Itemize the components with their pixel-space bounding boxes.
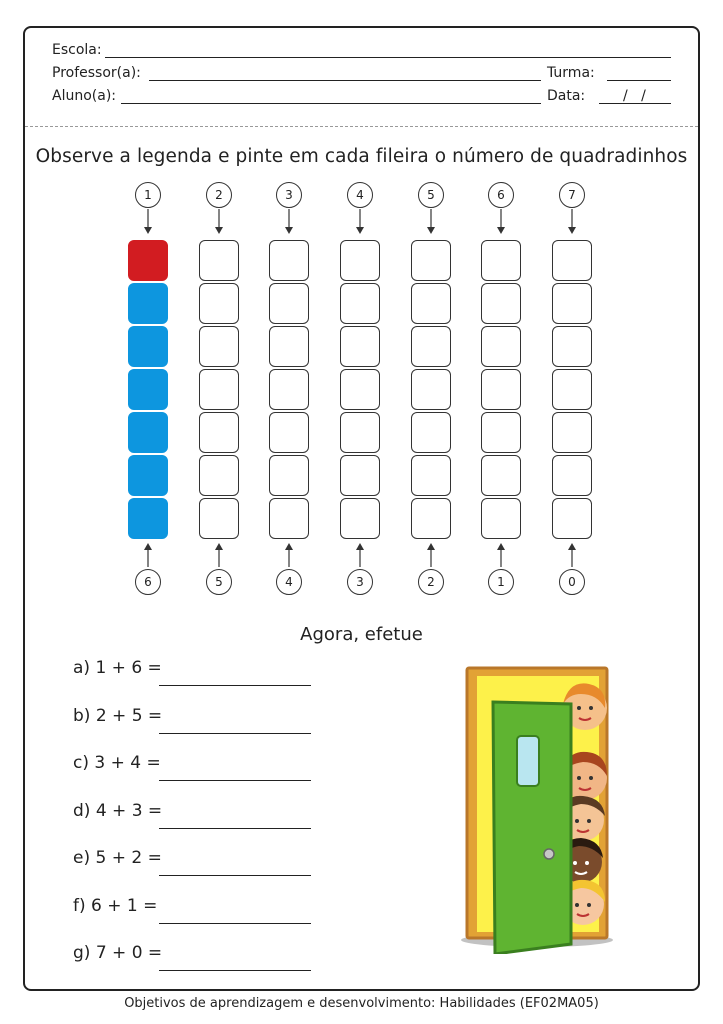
down-arrow-icon: [355, 209, 365, 235]
empty-square[interactable]: [481, 412, 521, 453]
school-label: Escola:: [52, 42, 102, 58]
down-arrow-icon: [214, 209, 224, 235]
empty-square[interactable]: [552, 455, 592, 496]
blue-square[interactable]: [128, 326, 168, 367]
empty-square[interactable]: [481, 283, 521, 324]
top-number-circle: 2: [206, 182, 232, 208]
top-number-circle: 1: [135, 182, 161, 208]
down-arrow-icon: [143, 209, 153, 235]
empty-square[interactable]: [199, 412, 239, 453]
door-knob-icon: [544, 849, 554, 859]
empty-square[interactable]: [269, 498, 309, 539]
answer-line[interactable]: [159, 875, 311, 876]
equation-label: f) 6 + 1 =: [73, 895, 158, 916]
empty-square[interactable]: [199, 326, 239, 367]
empty-square[interactable]: [199, 455, 239, 496]
school-field[interactable]: [105, 57, 671, 58]
empty-square[interactable]: [340, 412, 380, 453]
equation-label: e) 5 + 2 =: [73, 848, 162, 868]
equation-label: g) 7 + 0 =: [73, 943, 163, 963]
empty-square[interactable]: [411, 240, 451, 281]
empty-square[interactable]: [199, 369, 239, 410]
empty-square[interactable]: [552, 498, 592, 539]
top-number-circle: 6: [488, 182, 514, 208]
answer-line[interactable]: [159, 780, 311, 781]
empty-square[interactable]: [411, 455, 451, 496]
answer-line[interactable]: [159, 828, 311, 829]
equation-label: c) 3 + 4 =: [73, 753, 161, 773]
date-field[interactable]: [599, 103, 671, 104]
answer-line[interactable]: [159, 970, 311, 971]
up-arrow-icon: [284, 543, 294, 567]
bottom-number-circle: 3: [347, 569, 373, 595]
empty-square[interactable]: [481, 326, 521, 367]
instruction-text: Observe a legenda e pinte em cada fileira o número de quadradinhos: [35, 146, 688, 167]
up-arrow-icon: [496, 543, 506, 567]
teacher-label: Professor(a):: [52, 65, 141, 81]
top-number-circle: 7: [559, 182, 585, 208]
empty-square[interactable]: [411, 326, 451, 367]
blue-square[interactable]: [128, 455, 168, 496]
empty-square[interactable]: [269, 455, 309, 496]
door-window: [517, 736, 539, 786]
empty-square[interactable]: [199, 240, 239, 281]
empty-square[interactable]: [552, 283, 592, 324]
student-field[interactable]: [121, 103, 541, 104]
empty-square[interactable]: [199, 498, 239, 539]
empty-square[interactable]: [269, 240, 309, 281]
blue-square[interactable]: [128, 412, 168, 453]
empty-square[interactable]: [411, 283, 451, 324]
up-arrow-icon: [567, 543, 577, 567]
empty-square[interactable]: [552, 326, 592, 367]
footer-text: Objetivos de aprendizagem e desenvolvimento: Habilidades (EF02MA05): [124, 996, 599, 1011]
answer-line[interactable]: [159, 923, 311, 924]
up-arrow-icon: [355, 543, 365, 567]
empty-square[interactable]: [269, 283, 309, 324]
empty-square[interactable]: [199, 283, 239, 324]
empty-square[interactable]: [340, 369, 380, 410]
blue-square[interactable]: [128, 498, 168, 539]
up-arrow-icon: [143, 543, 153, 567]
empty-square[interactable]: [269, 326, 309, 367]
empty-square[interactable]: [481, 240, 521, 281]
empty-square[interactable]: [552, 412, 592, 453]
top-number-circle: 3: [276, 182, 302, 208]
empty-square[interactable]: [481, 455, 521, 496]
student-label: Aluno(a):: [52, 88, 116, 104]
down-arrow-icon: [426, 209, 436, 235]
teacher-field[interactable]: [149, 80, 541, 81]
answer-line[interactable]: [159, 733, 311, 734]
empty-square[interactable]: [269, 412, 309, 453]
top-number-circle: 5: [418, 182, 444, 208]
empty-square[interactable]: [340, 240, 380, 281]
empty-square[interactable]: [481, 369, 521, 410]
down-arrow-icon: [496, 209, 506, 235]
red-square[interactable]: [128, 240, 168, 281]
empty-square[interactable]: [269, 369, 309, 410]
top-number-circle: 4: [347, 182, 373, 208]
empty-square[interactable]: [340, 498, 380, 539]
worksheet: [23, 26, 700, 991]
up-arrow-icon: [214, 543, 224, 567]
empty-square[interactable]: [552, 369, 592, 410]
empty-square[interactable]: [411, 412, 451, 453]
bottom-number-circle: 2: [418, 569, 444, 595]
subtitle: Agora, efetue: [300, 624, 423, 645]
answer-line[interactable]: [159, 685, 311, 686]
empty-square[interactable]: [411, 498, 451, 539]
up-arrow-icon: [426, 543, 436, 567]
empty-square[interactable]: [340, 283, 380, 324]
empty-square[interactable]: [411, 369, 451, 410]
empty-square[interactable]: [340, 455, 380, 496]
date-label: Data:: [547, 88, 586, 104]
bottom-number-circle: 5: [206, 569, 232, 595]
bottom-number-circle: 6: [135, 569, 161, 595]
bottom-number-circle: 0: [559, 569, 585, 595]
empty-square[interactable]: [340, 326, 380, 367]
blue-square[interactable]: [128, 369, 168, 410]
down-arrow-icon: [284, 209, 294, 235]
blue-square[interactable]: [128, 283, 168, 324]
down-arrow-icon: [567, 209, 577, 235]
class-field[interactable]: [607, 80, 671, 81]
empty-square[interactable]: [552, 240, 592, 281]
equation-label: d) 4 + 3 =: [73, 800, 163, 821]
bottom-number-circle: 4: [276, 569, 302, 595]
cut-line: [25, 126, 698, 127]
class-label: Turma:: [547, 65, 595, 81]
equation-label: b) 2 + 5 =: [73, 705, 163, 726]
bottom-number-circle: 1: [488, 569, 514, 595]
children-door-illustration: [457, 664, 617, 954]
equation-label: a) 1 + 6 =: [73, 658, 162, 678]
empty-square[interactable]: [481, 498, 521, 539]
date-slashes: / /: [623, 88, 646, 104]
